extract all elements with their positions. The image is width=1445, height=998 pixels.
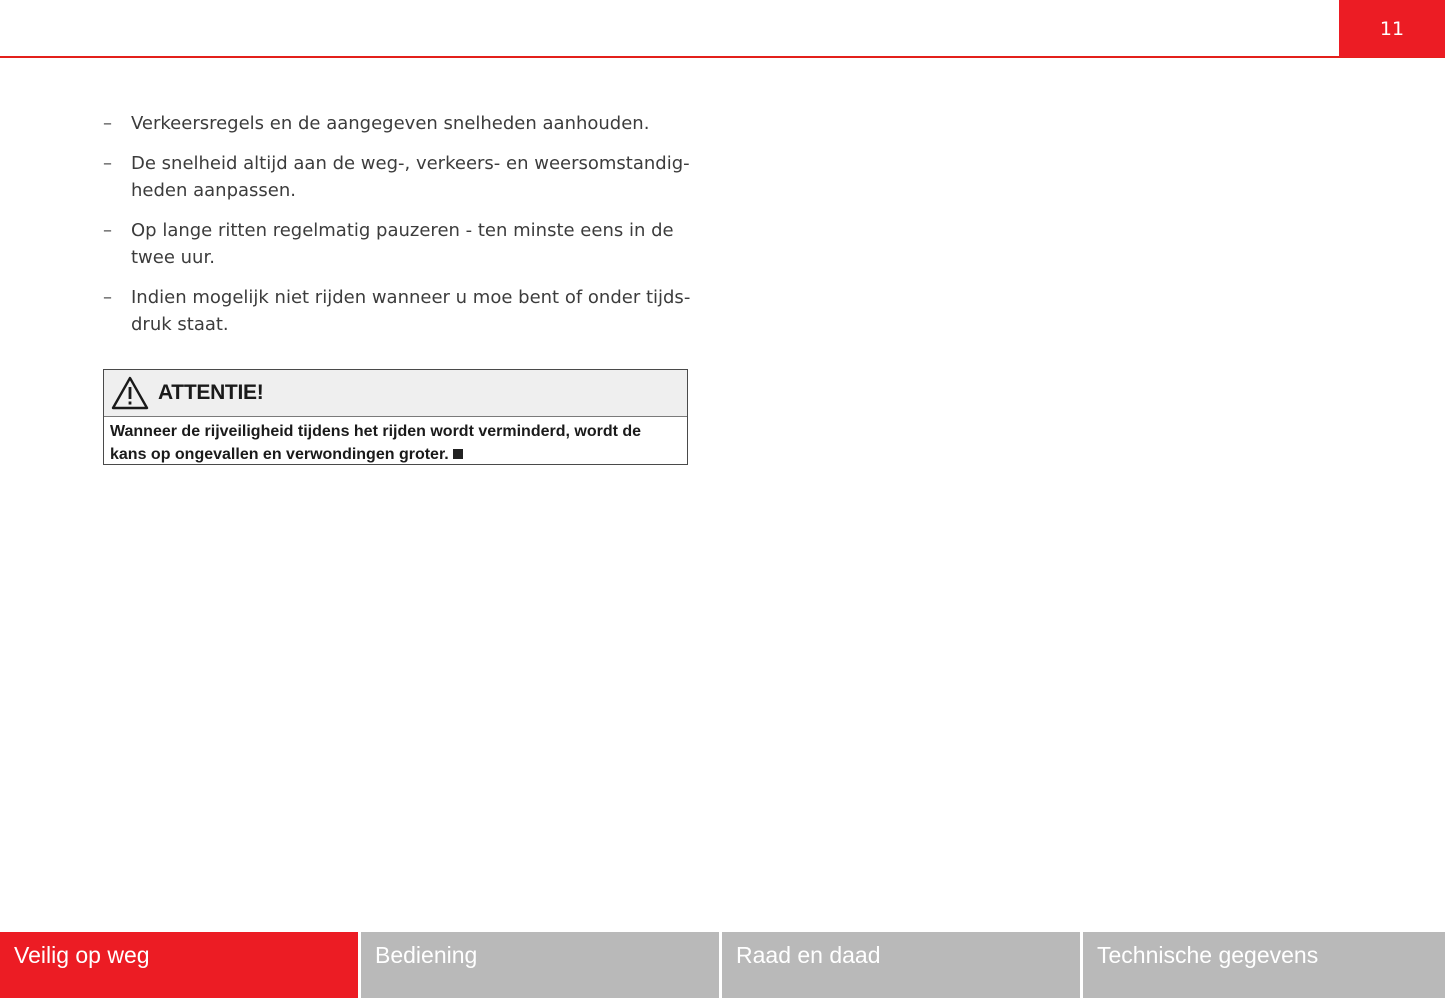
bullet-dash: – — [103, 153, 112, 174]
warning-triangle-icon — [110, 375, 150, 411]
tab-technische-gegevens[interactable]: Technische gegevens — [1083, 932, 1445, 998]
header-rule — [0, 56, 1445, 58]
list-item-text: Op lange ritten regelmatig pauzeren - ten minste eens in de twee uur. — [131, 220, 674, 268]
warning-text: Wanneer de rijveiligheid tijdens het rijden wordt verminderd, wordt de kans op ongevallen en verwondingen groter. — [110, 423, 642, 463]
warning-text-block — [104, 417, 687, 466]
bullet-dash: – — [103, 113, 112, 134]
page-number: 11 — [1339, 0, 1445, 57]
end-of-section-icon — [453, 449, 463, 459]
warning-box — [103, 369, 688, 465]
list-item-text: Indien mogelijk niet rijden wanneer u moe bent of onder tijds- druk staat. — [131, 287, 691, 335]
warning-title: ATTENTIE! — [158, 381, 264, 404]
bullet-dash: – — [103, 220, 112, 241]
tab-veilig-op-weg[interactable]: Veilig op weg — [0, 932, 358, 998]
footer-nav — [0, 932, 1445, 998]
warning-header — [104, 370, 687, 417]
list-item — [103, 110, 703, 137]
list-item-text: De snelheid altijd aan de weg-, verkeers- en weersomstandig- heden aanpassen. — [131, 153, 690, 201]
list-item-text: Verkeersregels en de aangegeven snelheden aanhouden. — [131, 113, 650, 134]
bullet-dash: – — [103, 287, 112, 308]
tab-raad-en-daad[interactable]: Raad en daad — [722, 932, 1080, 998]
list-item — [103, 217, 703, 271]
list-item — [103, 284, 703, 338]
tab-bediening[interactable]: Bediening — [361, 932, 719, 998]
bullet-list — [103, 110, 703, 351]
list-item — [103, 150, 703, 204]
